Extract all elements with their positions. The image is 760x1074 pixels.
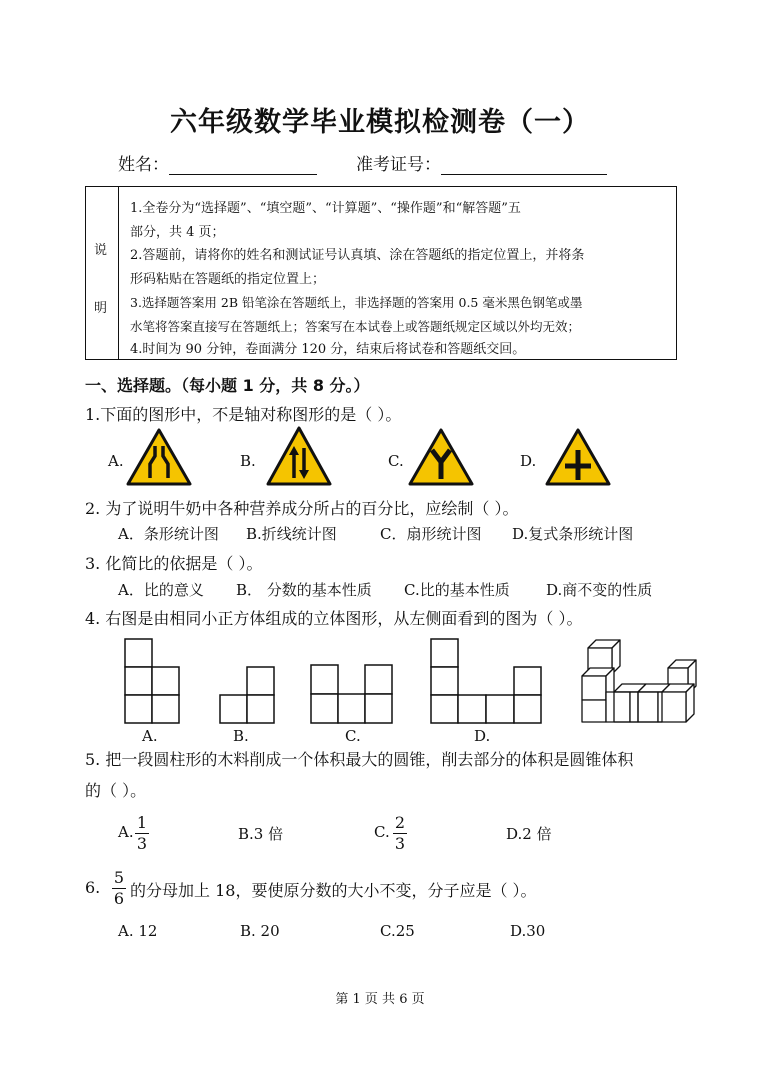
- instructions-text: [130, 197, 670, 362]
- warning-sign-y-junction-icon[interactable]: [408, 428, 474, 486]
- instructions-label-bottom: 明: [94, 301, 108, 316]
- q3-option-b[interactable]: B． 分数的基本性质: [236, 581, 372, 599]
- question-3: 3. 化简比的依据是（ ）。: [85, 554, 263, 573]
- question-4: 4. 右图是由相同小正方体组成的立体图形，从左侧面看到的图为（ ）。: [85, 609, 583, 628]
- exam-id-label: 准考证号：: [356, 155, 441, 175]
- section-heading: 一、选择题。（每小题 1 分，共 8 分。）: [85, 376, 370, 395]
- q5-option-d[interactable]: D.2 倍: [506, 825, 552, 843]
- q2-option-b[interactable]: B.折线统计图: [246, 525, 337, 543]
- warning-sign-two-way-traffic-icon[interactable]: [266, 426, 332, 486]
- fraction-numerator: 2: [394, 813, 406, 832]
- instructions-label: [86, 187, 119, 359]
- q4-option-a-label: A.: [142, 727, 158, 745]
- q6-option-a[interactable]: A. 12: [118, 922, 158, 940]
- instructions-box: [85, 186, 677, 360]
- warning-sign-crossroads-icon[interactable]: [545, 428, 611, 486]
- q6-option-c[interactable]: C.25: [380, 922, 415, 940]
- q4-view-d-diagram[interactable]: [430, 638, 542, 724]
- fraction-numerator: 5: [113, 868, 125, 887]
- q1-option-a-label: A.: [108, 452, 124, 470]
- q2-option-c[interactable]: C．扇形统计图: [380, 525, 482, 543]
- fraction-denominator: 3: [136, 834, 148, 853]
- q4-option-d-label: D.: [474, 727, 491, 745]
- q1-option-c-label: C.: [388, 452, 404, 470]
- instructions-label-top: 说: [94, 243, 108, 258]
- q2-option-a[interactable]: A．条形统计图: [118, 525, 219, 543]
- page-title: 六年级数学毕业模拟检测卷（一）: [170, 107, 590, 138]
- question-2: 2. 为了说明牛奶中各种营养成分所占的百分比，应绘制（ ）。: [85, 499, 519, 518]
- q4-view-b-diagram[interactable]: [219, 666, 275, 724]
- instruction-line: 3.选择题答案用 2B 铅笔涂在答题纸上，非选择题的答案用 0.5 毫米黑色钢笔或墨: [130, 295, 583, 310]
- q4-cube-figure-diagram: [580, 634, 698, 726]
- q4-view-c-diagram[interactable]: [310, 664, 394, 724]
- q3-option-d[interactable]: D.商不变的性质: [546, 581, 653, 599]
- question-6-fraction: [112, 869, 126, 908]
- page-footer: 第 1 页 共 6 页: [335, 992, 425, 1007]
- fraction-numerator: 1: [136, 813, 148, 832]
- q4-option-b-label: B.: [233, 727, 249, 745]
- question-5-line-2: 的（ ）。: [85, 781, 147, 800]
- q6-option-b[interactable]: B. 20: [240, 922, 280, 940]
- q5-option-a-label[interactable]: A.: [118, 823, 134, 841]
- instruction-line: 4.时间为 90 分钟，卷面满分 120 分，结束后将试卷和答题纸交回。: [130, 342, 526, 357]
- q5-option-c-fraction: [393, 814, 407, 853]
- fraction-denominator: 6: [113, 889, 125, 908]
- q4-view-a-diagram[interactable]: [124, 638, 180, 724]
- q5-option-b[interactable]: B.3 倍: [238, 825, 284, 843]
- fraction-denominator: 3: [394, 834, 406, 853]
- q3-option-a[interactable]: A．比的意义: [118, 581, 204, 599]
- warning-sign-road-narrows-icon[interactable]: [126, 428, 192, 486]
- q5-option-a-fraction: [135, 814, 149, 853]
- q2-option-d[interactable]: D.复式条形统计图: [512, 525, 634, 543]
- name-label: 姓名：: [118, 155, 169, 175]
- name-field[interactable]: [118, 150, 317, 175]
- q3-option-c[interactable]: C.比的基本性质: [404, 581, 510, 599]
- instruction-line: 1.全卷分为“选择题”、“填空题”、“计算题”、“操作题”和“解答题”五: [130, 201, 521, 216]
- instruction-line: 形码粘贴在答题纸的指定位置上；: [130, 271, 326, 287]
- question-6: 的分母加上 18，要使原分数的大小不变，分子应是（ ）。: [130, 881, 537, 900]
- instruction-line: 水笔将答案直接写在答题纸上；答案写在本试卷上或答题纸规定区域以外均无效；: [130, 318, 581, 334]
- q1-option-d-label: D.: [520, 452, 537, 470]
- q6-option-d[interactable]: D.30: [510, 922, 546, 940]
- q1-option-b-label: B.: [240, 452, 256, 470]
- question-5-line-1: 5. 把一段圆柱形的木料削成一个体积最大的圆锥，削去部分的体积是圆锥体积: [85, 750, 634, 769]
- instruction-line: 2.答题前，请将你的姓名和测试证号认真填、涂在答题纸的指定位置上，并将条: [130, 248, 585, 263]
- instruction-line: 部分，共 4 页；: [130, 224, 225, 240]
- exam-id-field[interactable]: [356, 150, 607, 175]
- q5-option-c-label[interactable]: C.: [374, 823, 390, 841]
- name-blank[interactable]: [169, 156, 317, 175]
- exam-id-blank[interactable]: [441, 156, 607, 175]
- question-6-number: 6.: [85, 878, 101, 897]
- q4-option-c-label: C.: [345, 727, 361, 745]
- question-1: 1.下面的图形中，不是轴对称图形的是（ ）。: [85, 405, 402, 424]
